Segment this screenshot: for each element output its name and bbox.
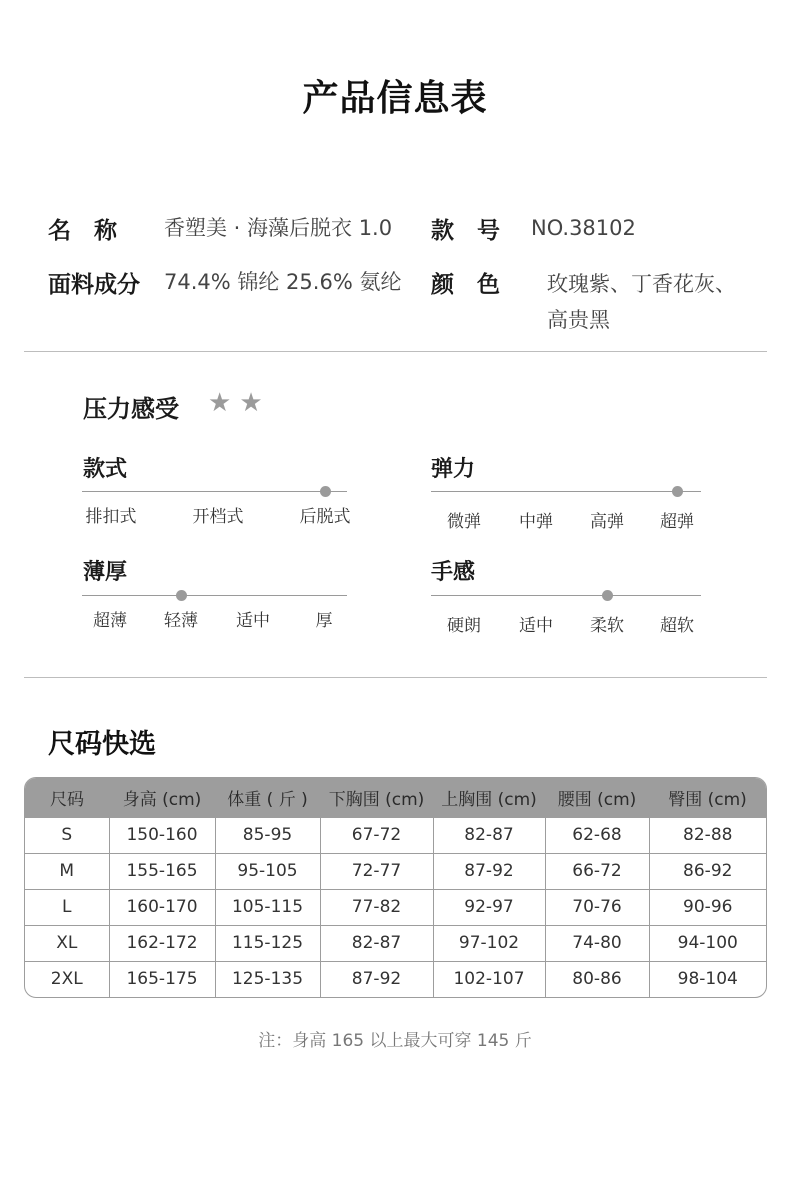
thickness-selected-dot <box>176 590 187 601</box>
thickness-option-label: 适中 <box>236 611 270 631</box>
table-cell: 90-96 <box>649 889 766 925</box>
table-cell: 125-135 <box>215 961 320 997</box>
table-cell: 72-77 <box>320 853 433 889</box>
page-title: 产品信息表 <box>302 78 488 119</box>
table-cell: 105-115 <box>215 889 320 925</box>
table-cell: 86-92 <box>649 853 766 889</box>
table-cell: 150-160 <box>109 817 215 853</box>
name-label: 名 称 <box>48 218 117 244</box>
feel-scale-line <box>431 595 701 596</box>
table-cell: 92-97 <box>433 889 545 925</box>
feel-option-label: 柔软 <box>590 616 624 636</box>
style-scale-line <box>82 491 347 492</box>
model-value: NO.38102 <box>531 216 636 240</box>
table-cell: 155-165 <box>109 853 215 889</box>
size-table-header <box>25 778 766 817</box>
color-value-line1: 玫瑰紫、丁香花灰、 <box>547 272 736 296</box>
table-cell: 74-80 <box>545 925 649 961</box>
name-value: 香塑美 · 海藻后脱衣 1.0 <box>164 216 393 240</box>
feel-option-label: 超软 <box>660 616 694 636</box>
table-cell: 87-92 <box>433 853 545 889</box>
size-table-header-cell: 体重 ( 斤 ) <box>215 778 320 817</box>
size-table-header-cell: 臀围 (cm) <box>649 778 766 817</box>
style-option-label: 排扣式 <box>85 507 137 527</box>
size-table-header-cell: 上胸围 (cm) <box>433 778 545 817</box>
elasticity-selected-dot <box>672 486 683 497</box>
table-row <box>25 817 766 853</box>
elasticity-scale-title: 弹力 <box>431 457 476 482</box>
table-cell: 82-87 <box>433 817 545 853</box>
divider-middle <box>24 677 767 678</box>
table-cell: 160-170 <box>109 889 215 925</box>
table-cell: 98-104 <box>649 961 766 997</box>
thickness-option-label: 轻薄 <box>164 611 198 631</box>
table-cell: 82-88 <box>649 817 766 853</box>
color-label: 颜 色 <box>431 272 500 298</box>
table-row <box>25 925 766 961</box>
table-cell: 67-72 <box>320 817 433 853</box>
table-cell: 162-172 <box>109 925 215 961</box>
thickness-scale-title: 薄厚 <box>83 560 128 585</box>
table-cell: 80-86 <box>545 961 649 997</box>
divider-top <box>24 351 767 352</box>
model-label: 款 号 <box>431 218 500 244</box>
table-cell: 85-95 <box>215 817 320 853</box>
elasticity-scale-line <box>431 491 701 492</box>
thickness-option-label: 厚 <box>315 611 333 631</box>
feel-selected-dot <box>602 590 613 601</box>
star-icon: ★ <box>208 388 232 418</box>
style-scale-title: 款式 <box>83 457 128 482</box>
pressure-label: 压力感受 <box>83 395 179 423</box>
thickness-option-label: 超薄 <box>93 611 127 631</box>
star-icon: ★ <box>239 388 263 418</box>
feel-scale-title: 手感 <box>431 560 476 585</box>
table-row <box>25 961 766 997</box>
size-table-header-cell: 身高 (cm) <box>109 778 215 817</box>
pressure-stars <box>208 388 263 418</box>
table-row <box>25 853 766 889</box>
color-value-line2: 高贵黑 <box>547 308 610 332</box>
table-cell: 115-125 <box>215 925 320 961</box>
table-cell: 70-76 <box>545 889 649 925</box>
elasticity-option-label: 微弹 <box>447 512 481 532</box>
table-cell: 102-107 <box>433 961 545 997</box>
size-note: 注：身高 165 以上最大可穿 145 斤 <box>258 1031 532 1051</box>
style-selected-dot <box>320 486 331 497</box>
elasticity-option-label: 超弹 <box>660 512 694 532</box>
table-cell: 66-72 <box>545 853 649 889</box>
size-table-header-cell: 尺码 <box>25 778 109 817</box>
table-cell: XL <box>25 925 109 961</box>
fabric-label: 面料成分 <box>48 272 140 298</box>
style-option-label: 后脱式 <box>299 507 351 527</box>
feel-option-label: 适中 <box>519 616 553 636</box>
size-table-header-cell: 腰围 (cm) <box>545 778 649 817</box>
fabric-value: 74.4% 锦纶 25.6% 氨纶 <box>164 270 402 294</box>
table-cell: 97-102 <box>433 925 545 961</box>
table-cell: 94-100 <box>649 925 766 961</box>
table-cell: 95-105 <box>215 853 320 889</box>
table-cell: S <box>25 817 109 853</box>
table-cell: 87-92 <box>320 961 433 997</box>
size-section-title: 尺码快选 <box>48 729 156 760</box>
table-cell: L <box>25 889 109 925</box>
size-table-header-cell: 下胸围 (cm) <box>320 778 433 817</box>
size-table-body <box>25 817 766 997</box>
table-cell: 82-87 <box>320 925 433 961</box>
table-row <box>25 889 766 925</box>
table-cell: 77-82 <box>320 889 433 925</box>
table-cell: M <box>25 853 109 889</box>
thickness-scale-line <box>82 595 347 596</box>
table-cell: 2XL <box>25 961 109 997</box>
table-cell: 165-175 <box>109 961 215 997</box>
elasticity-option-label: 中弹 <box>519 512 553 532</box>
feel-option-label: 硬朗 <box>447 616 481 636</box>
elasticity-option-label: 高弹 <box>590 512 624 532</box>
style-option-label: 开档式 <box>192 507 244 527</box>
table-cell: 62-68 <box>545 817 649 853</box>
size-table <box>24 777 767 998</box>
